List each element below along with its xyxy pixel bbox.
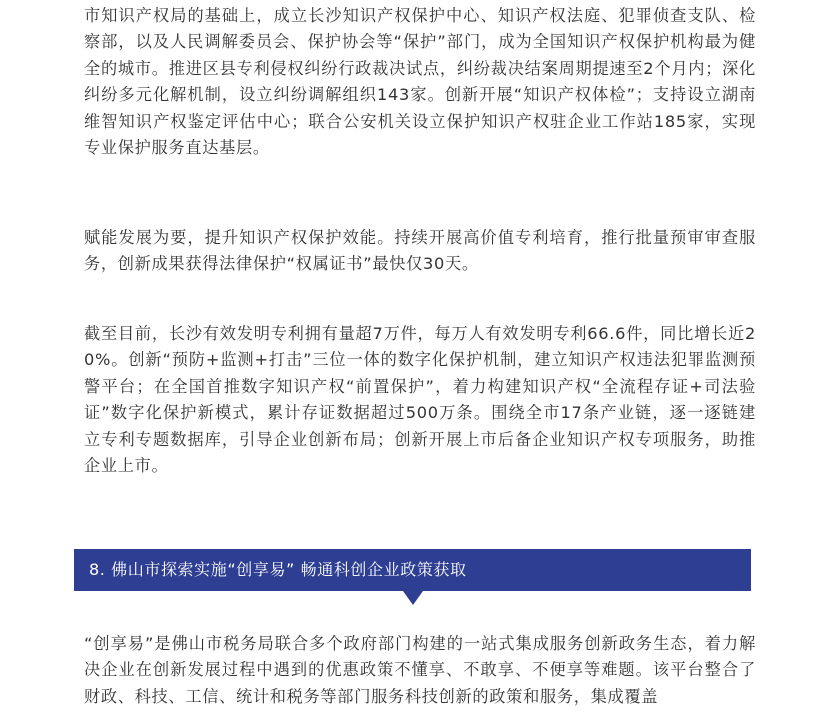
paragraph-protection-institutions: 市知识产权局的基础上，成立长沙知识产权保护中心、知识产权法庭、犯罪侦查支队、检察部，以及人民调解委员会、保护协会等“保护”部门，成为全国知识产权保护机构最为健全的城市。推进区县专利侵权纠纷行政裁决试点，纠纷裁决结案周期提速至2个月内；深化纠纷多元化解机制，设立纠纷调解组织143家。创新开展“知识产权体检”；支持设立湖南维智知识产权鉴定评估中心；联合公安机关设立保护知识产权驻企业工作站185家，实现专业保护服务直达基层。 — [84, 6, 756, 158]
paragraph-empowerment: 赋能发展为要，提升知识产权保护效能。持续开展高价值专利培育，推行批量预审审查服务，创新成果获得法律保护“权属证书”最快仅30天。 — [84, 228, 756, 274]
section-heading-banner — [74, 549, 751, 591]
section-heading-text: 8. 佛山市探索实施“创享易” 畅通科创企业政策获取 — [89, 560, 467, 579]
banner-pointer-triangle — [403, 591, 423, 605]
paragraph-patent-statistics: 截至目前，长沙有效发明专利拥有量超7万件，每万人有效发明专利66.6件，同比增长近20%。创新“预防+监测+打击”三位一体的数字化保护机制，建立知识产权违法犯罪监测预警平台；在全国首推数字知识产权“前置保护”，着力构建知识产权“全流程存证+司法验证”数字化保护新模式，累计存证数据超过500万条。围绕全市17条产业链，逐一逐链建立专利专题数据库，引导企业创新布局；创新开展上市后备企业知识产权专项服务，助推企业上市。 — [84, 324, 756, 476]
paragraph-chuangxiangyi: “创享易”是佛山市税务局联合多个政府部门构建的一站式集成服务创新政务生态，着力解决企业在创新发展过程中遇到的优惠政策不懂享、不敢享、不便享等难题。该平台整合了财政、科技、工信、统计和税务等部门服务科技创新的政策和服务，集成覆盖 — [84, 634, 756, 706]
